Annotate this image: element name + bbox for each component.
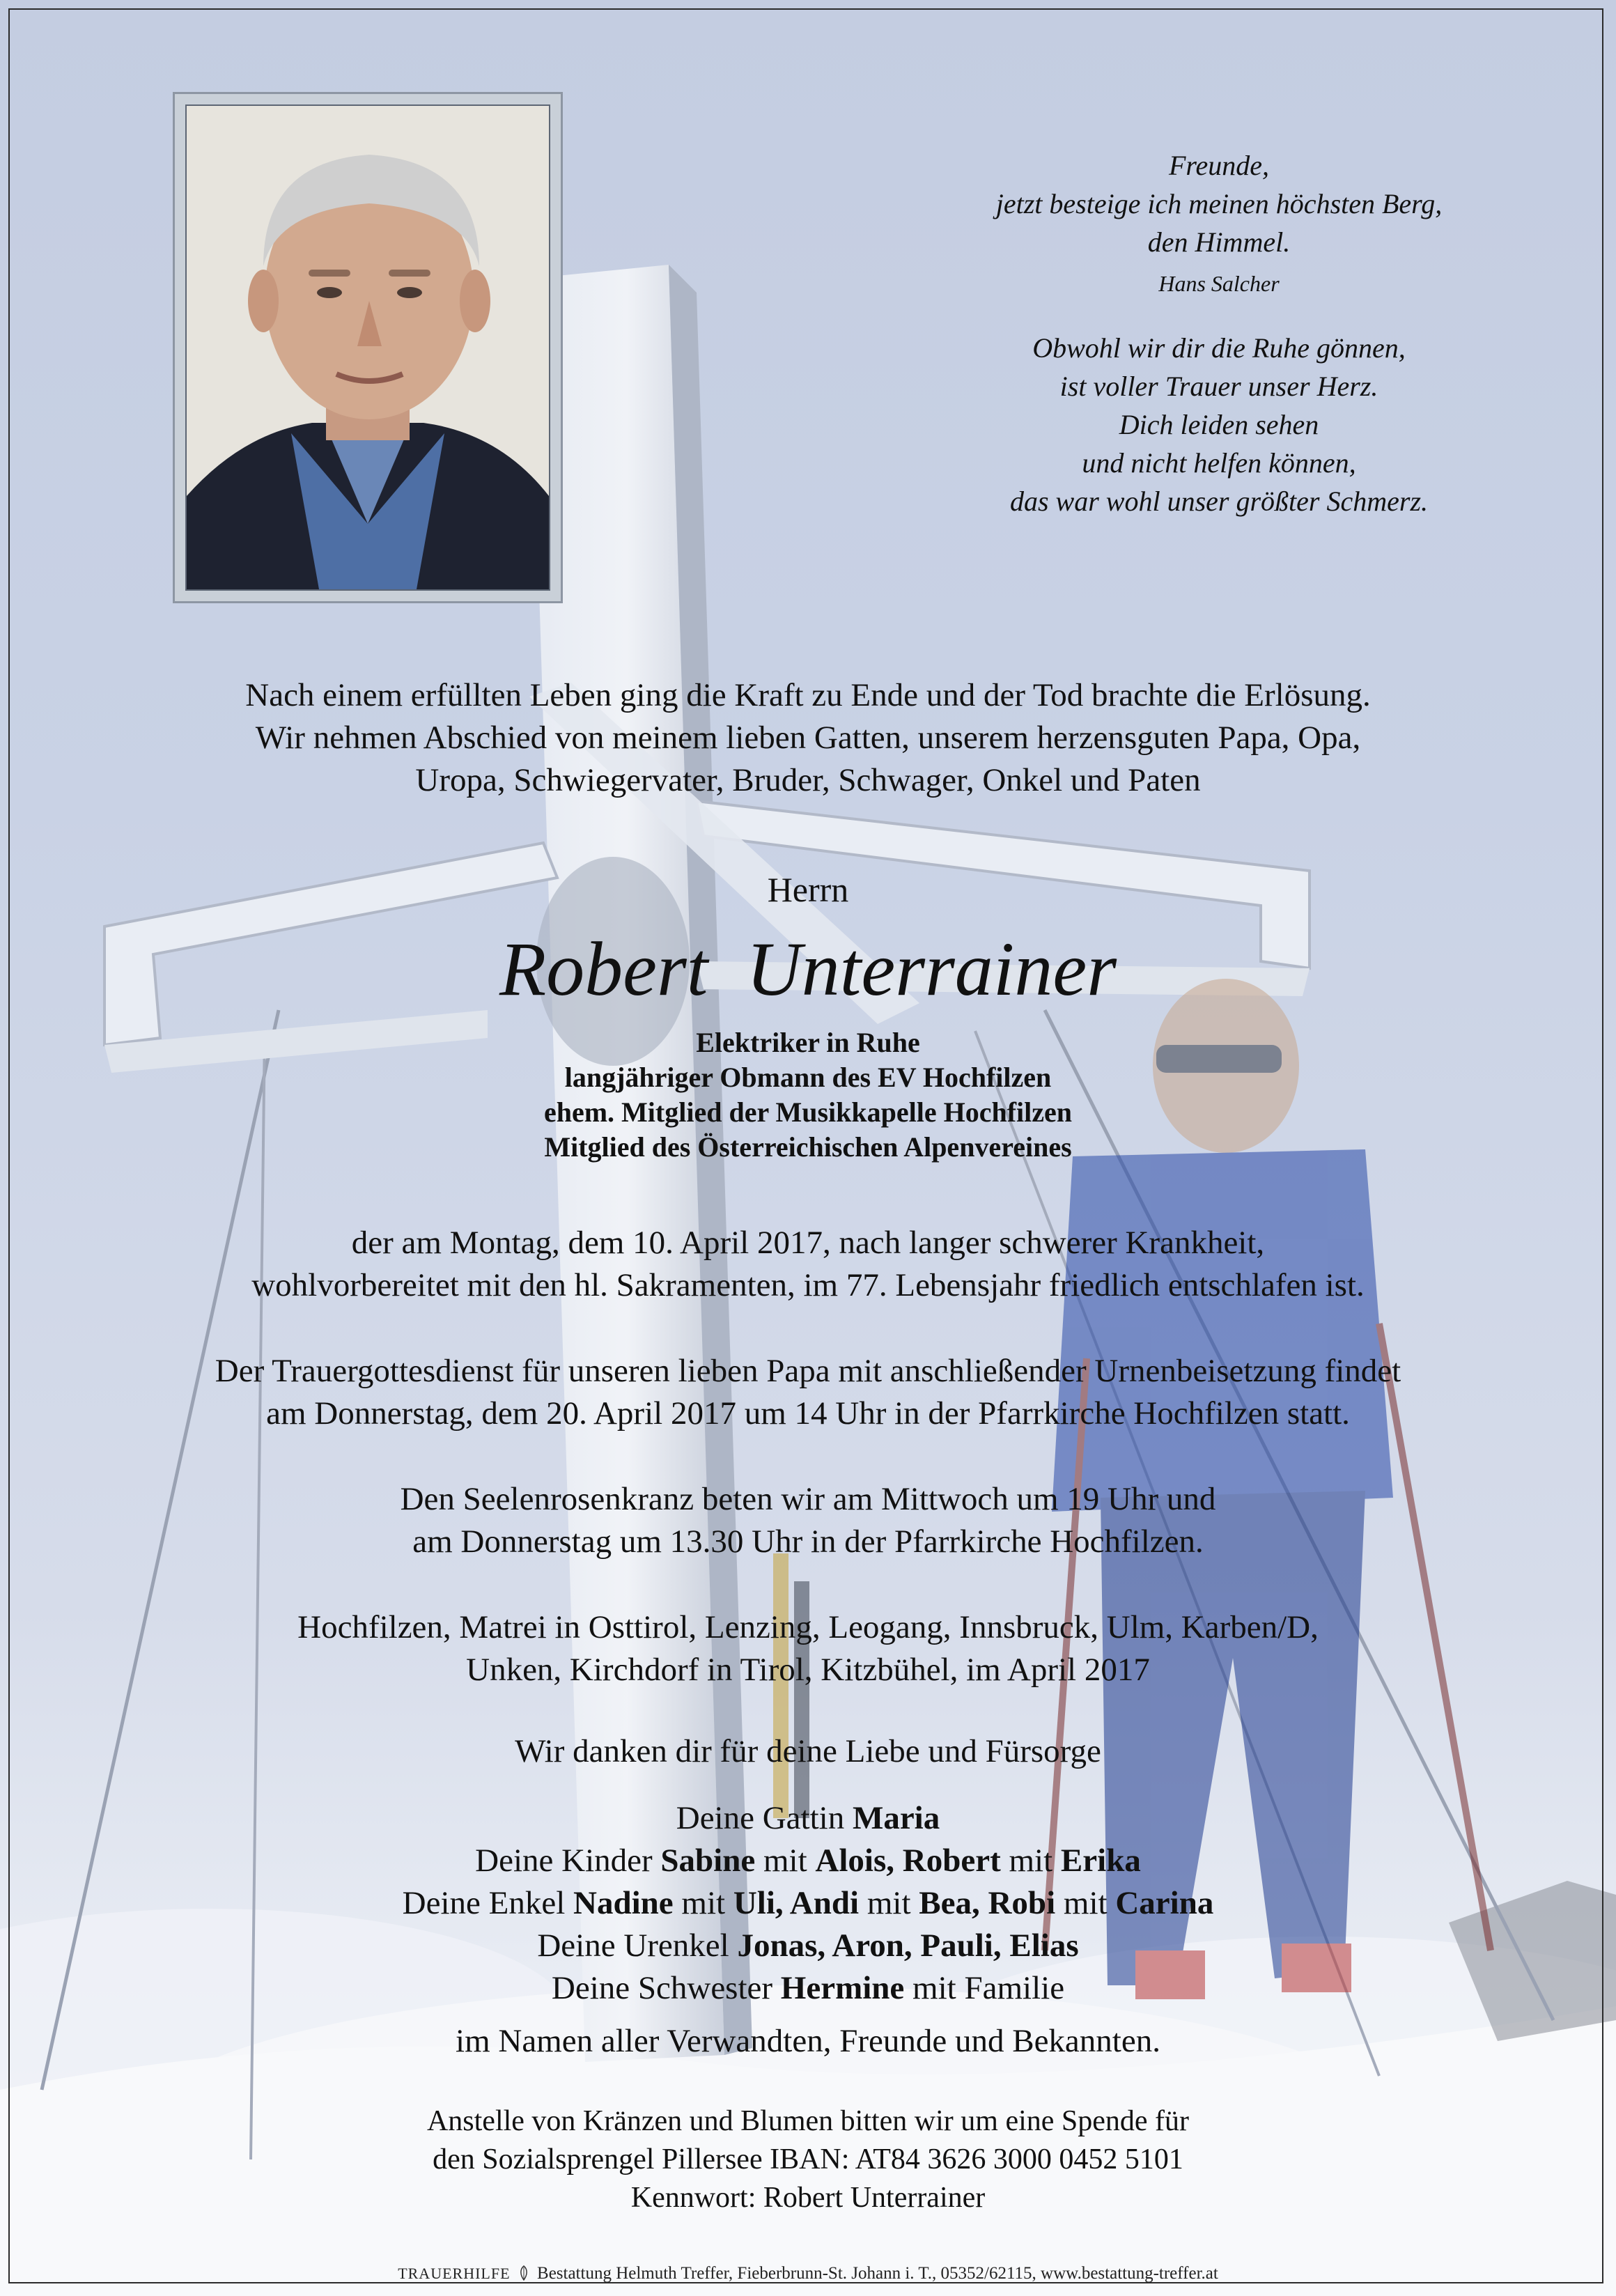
titles-block [0, 1025, 1616, 1165]
salutation: Herrn [767, 870, 849, 909]
family-wife [0, 1797, 1616, 1840]
rosary-line: am Donnerstag um 13.30 Uhr in der Pfarrkirche Hochfilzen. [412, 1523, 1204, 1560]
family-label: Deine Urenkel [537, 1927, 738, 1964]
family-member: Uli, Andi [733, 1885, 860, 1921]
family-label: Deine Kinder [475, 1843, 661, 1879]
family-connector: mit [859, 1885, 919, 1921]
footer-brand: TRAUERHILFE [398, 2265, 511, 2282]
places-line: Unken, Kirchdorf in Tirol, Kitzbühel, im April 2017 [466, 1652, 1150, 1688]
family-member: Hermine [780, 1970, 905, 2006]
family-label: Deine Schwester [551, 1970, 781, 2006]
family-connector: mit [1000, 1843, 1061, 1879]
thanks-line [0, 1730, 1616, 1773]
poem-line: ist voller Trauer unser Herz. [1059, 371, 1378, 402]
places-line: Hochfilzen, Matrei in Osttirol, Lenzing, Leogang, Innsbruck, Ulm, Karben/D, [297, 1609, 1319, 1645]
intro-line: Uropa, Schwiegervater, Bruder, Schwager, Onkel und Paten [415, 762, 1201, 798]
portrait-frame [173, 92, 563, 603]
family-label: Deine Enkel [402, 1885, 574, 1921]
funeral-service [0, 1350, 1616, 1435]
rosary-line: Den Seelenrosenkranz beten wir am Mittwoch um 19 Uhr und [400, 1481, 1216, 1517]
title-line: langjähriger Obmann des EV Hochfilzen [564, 1062, 1052, 1093]
title-line: ehem. Mitglied der Musikkapelle Hochfilzen [543, 1096, 1073, 1128]
service-line: Der Trauergottesdienst für unseren lieben Papa mit anschließender Urnenbeisetzung findet [215, 1353, 1401, 1389]
poem-line: Obwohl wir dir die Ruhe gönnen, [1032, 332, 1406, 364]
donation-line: Kennwort: Robert Unterrainer [630, 2182, 986, 2214]
poem-line: Freunde, [1168, 150, 1270, 181]
donation-line: den Sozialsprengel Pillersee IBAN: AT84 3626 3000 0452 5101 [433, 2143, 1183, 2175]
family-children [0, 1840, 1616, 1882]
relatives-line [0, 2020, 1616, 2063]
donation-block [0, 2102, 1616, 2217]
family-connector: mit [673, 1885, 733, 1921]
family-connector: mit [1055, 1885, 1116, 1921]
family-label: Deine Gattin [676, 1800, 853, 1836]
poem-line: Dich leiden sehen [1119, 409, 1319, 440]
donation-line: Anstelle von Kränzen und Blumen bitten wir um eine Spende für [426, 2105, 1190, 2137]
poem-line: das war wohl unser größter Schmerz. [1009, 486, 1429, 517]
poem-author: Hans Salcher [1158, 271, 1280, 296]
service-line: am Donnerstag, dem 20. April 2017 um 14 Uhr in der Pfarrkirche Hochfilzen statt. [266, 1395, 1350, 1432]
family-member: Maria [852, 1800, 940, 1836]
death-notice [0, 1222, 1616, 1307]
poem-line: den Himmel. [1147, 226, 1291, 258]
rosary-notice [0, 1478, 1616, 1563]
family-member: Jonas, Aron, Pauli, Elias [737, 1927, 1079, 1964]
family-member: Carina [1115, 1885, 1214, 1921]
death-line: wohlvorbereitet mit den hl. Sakramenten, im 77. Lebensjahr friedlich entschlafen ist. [251, 1267, 1365, 1303]
intro-line: Wir nehmen Abschied von meinem lieben Gatten, unserem herzensguten Papa, Opa, [255, 720, 1361, 756]
family-member: Sabine [660, 1843, 756, 1879]
family-member: Alois, Robert [815, 1843, 1001, 1879]
portrait-photo [185, 104, 550, 591]
title-line: Mitglied des Österreichischen Alpenvereines [544, 1131, 1072, 1163]
relatives-text: im Namen aller Verwandten, Freunde und Bekannten. [456, 2023, 1160, 2059]
family-great-grandchildren [0, 1925, 1616, 1967]
poem-block [892, 146, 1546, 520]
footer-text: Bestattung Helmuth Treffer, Fieberbrunn-St. Johann i. T., 05352/62115, www.bestattung-treffer.at [537, 2264, 1218, 2283]
footer [0, 2264, 1616, 2283]
family-connector: mit Familie [904, 1970, 1065, 2006]
family-grandchildren [0, 1882, 1616, 1925]
poem-line: jetzt besteige ich meinen höchsten Berg, [995, 188, 1443, 219]
family-member: Bea, Robi [919, 1885, 1056, 1921]
family-member: Erika [1060, 1843, 1141, 1879]
feather-icon [519, 2265, 529, 2281]
family-connector: mit [755, 1843, 816, 1879]
thanks-text: Wir danken dir für deine Liebe und Fürsorge [515, 1733, 1101, 1769]
poem-line: und nicht helfen können, [1082, 447, 1356, 479]
family-sister [0, 1967, 1616, 2010]
intro-block [0, 674, 1616, 802]
intro-line: Nach einem erfüllten Leben ging die Kraft zu Ende und der Tod brachte die Erlösung. [245, 677, 1371, 713]
death-line: der am Montag, dem 10. April 2017, nach langer schwerer Krankheit, [351, 1225, 1265, 1261]
places-date [0, 1606, 1616, 1691]
deceased-name: Robert Unterrainer [499, 926, 1117, 1011]
family-block [0, 1797, 1616, 2010]
family-member: Nadine [573, 1885, 674, 1921]
title-line: Elektriker in Ruhe [696, 1027, 920, 1058]
